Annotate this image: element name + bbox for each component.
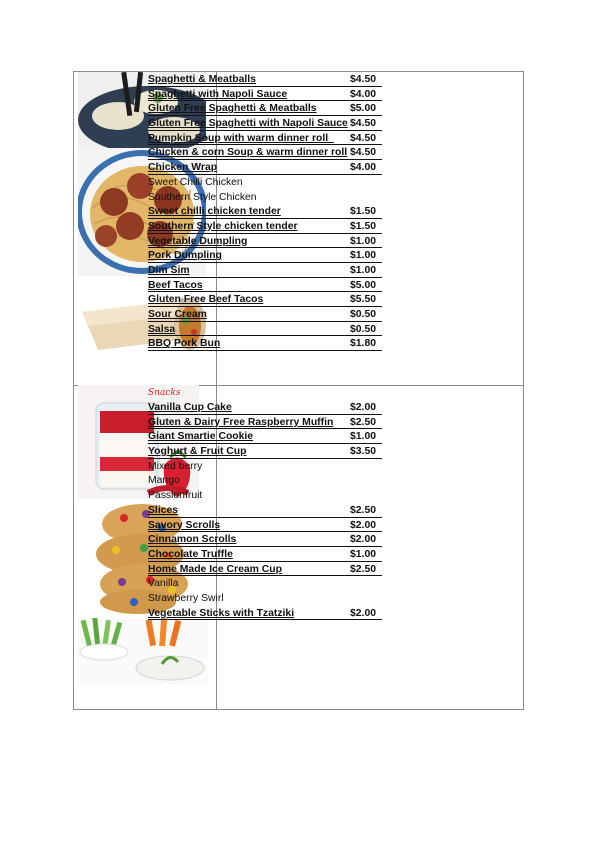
menu-item: [148, 264, 388, 279]
item-name: Chocolate Truffle: [148, 548, 233, 560]
menu-option: [148, 176, 388, 191]
item-name: Mixed berry: [148, 460, 203, 472]
item-price: $5.00: [350, 279, 377, 291]
menu-item: [148, 401, 388, 416]
item-name: Passionfruit: [148, 490, 203, 502]
menu-item: [148, 430, 388, 445]
item-price: $2.50: [350, 563, 377, 575]
menu-item: [148, 220, 388, 235]
item-price: $1.50: [350, 206, 377, 218]
item-price: $2.00: [350, 519, 377, 531]
item-price: $1.00: [350, 235, 377, 247]
item-price: $2.00: [350, 534, 377, 546]
item-name: Vegetable Dumpling: [148, 235, 248, 247]
menu-option: [148, 592, 388, 607]
item-name: Sweet Chilli Chicken: [148, 176, 243, 188]
menu-item: [148, 548, 388, 563]
item-name: Spaghetti with Napoli Sauce: [148, 88, 288, 100]
item-name: Yoghurt & Fruit Cup: [148, 446, 247, 458]
menu-option: [148, 474, 388, 489]
menu-item: [148, 308, 388, 323]
item-price: $1.50: [350, 220, 377, 232]
item-name: Gluten & Dairy Free Raspberry Muffin: [148, 416, 334, 428]
item-price: $4.00: [350, 88, 377, 100]
item-name: Vanilla Cup Cake: [148, 402, 232, 413]
menu-item: [148, 73, 388, 88]
menu-item: [148, 293, 388, 308]
menu-item: [148, 117, 388, 132]
item-name: Beef Tacos: [148, 279, 203, 291]
item-name: Giant Smartie Cookie: [148, 431, 254, 443]
item-name: Chicken Wrap: [148, 162, 218, 174]
item-price: $1.00: [350, 264, 377, 276]
snacks-list: [148, 385, 388, 621]
menu-item: [148, 102, 388, 117]
item-price: $1.00: [350, 250, 377, 262]
item-price: $4.50: [350, 132, 377, 144]
menu-item: [148, 88, 388, 103]
menu-item: [148, 445, 388, 460]
item-price: $1.80: [350, 338, 377, 350]
mains-list: [148, 73, 388, 352]
item-name: Mango: [148, 475, 180, 487]
item-price: $5.00: [350, 103, 377, 115]
vegetable-sticks-tzatziki-photo: [78, 618, 208, 684]
item-price: $1.00: [350, 548, 377, 560]
item-name: Home Made Ice Cream Cup: [148, 563, 282, 575]
item-price: $4.00: [350, 162, 377, 174]
item-name: Southern Style Chicken: [148, 191, 257, 203]
menu-item: [148, 607, 388, 622]
item-name: Spaghetti & Meatballs: [148, 74, 256, 85]
menu-item: [148, 416, 388, 431]
menu-item: [148, 205, 388, 220]
section-heading: Snacks: [148, 388, 181, 398]
item-price: $0.50: [350, 309, 377, 320]
menu-item: [148, 337, 388, 352]
item-name: Salsa: [148, 323, 176, 335]
item-name: Gluten Free Spaghetti with Napoli Sauce: [148, 118, 348, 130]
menu-item: [148, 249, 388, 264]
item-price: $2.50: [350, 416, 377, 428]
menu-option: [148, 489, 388, 504]
item-name: Southern Style chicken tender: [148, 220, 298, 232]
item-price: $2.00: [350, 607, 377, 619]
item-price: $2.00: [350, 402, 377, 413]
menu-option: [148, 577, 388, 592]
item-price: $0.50: [350, 323, 377, 335]
item-price: $4.50: [350, 118, 377, 130]
menu-item: [148, 279, 388, 294]
item-name: Chicken & corn Soup & warm dinner roll: [148, 147, 348, 159]
item-name: BBQ Pork Bun: [148, 338, 221, 350]
item-price: $4.50: [350, 74, 377, 85]
item-name: Gluten Free Spaghetti & Meatballs: [148, 103, 317, 115]
item-name: Slices: [148, 504, 179, 516]
menu-item: [148, 533, 388, 548]
menu-item: [148, 235, 388, 250]
menu-option: [148, 460, 388, 475]
item-price: $3.50: [350, 446, 377, 458]
menu-option: [148, 191, 388, 206]
menu-item: [148, 161, 388, 176]
item-name: Gluten Free Beef Tacos: [148, 294, 264, 306]
item-name: Vanilla: [148, 578, 179, 590]
item-name: Pork Dumpling: [148, 250, 222, 262]
item-name: Cinnamon Scrolls: [148, 534, 237, 546]
item-name: Dim Sim: [148, 264, 190, 276]
menu-item: [148, 323, 388, 338]
item-price: $2.50: [350, 504, 377, 516]
menu-item: [148, 132, 388, 147]
menu-item: [148, 519, 388, 534]
item-name: Vegetable Sticks with Tzatziki: [148, 607, 295, 619]
item-price: $5.50: [350, 294, 377, 306]
item-name: Sweet chilli chicken tender: [148, 206, 281, 218]
item-name: Pumpkin Soup with warm dinner roll_: [148, 132, 334, 144]
item-price: $1.00: [350, 431, 377, 443]
item-price: $4.50: [350, 147, 377, 159]
menu-item: [148, 504, 388, 519]
item-name: Sour Cream: [148, 309, 207, 320]
item-name: Strawberry Swirl: [148, 592, 224, 604]
menu-item: [148, 563, 388, 578]
menu-item: [148, 146, 388, 161]
item-name: Savory Scrolls: [148, 519, 221, 531]
